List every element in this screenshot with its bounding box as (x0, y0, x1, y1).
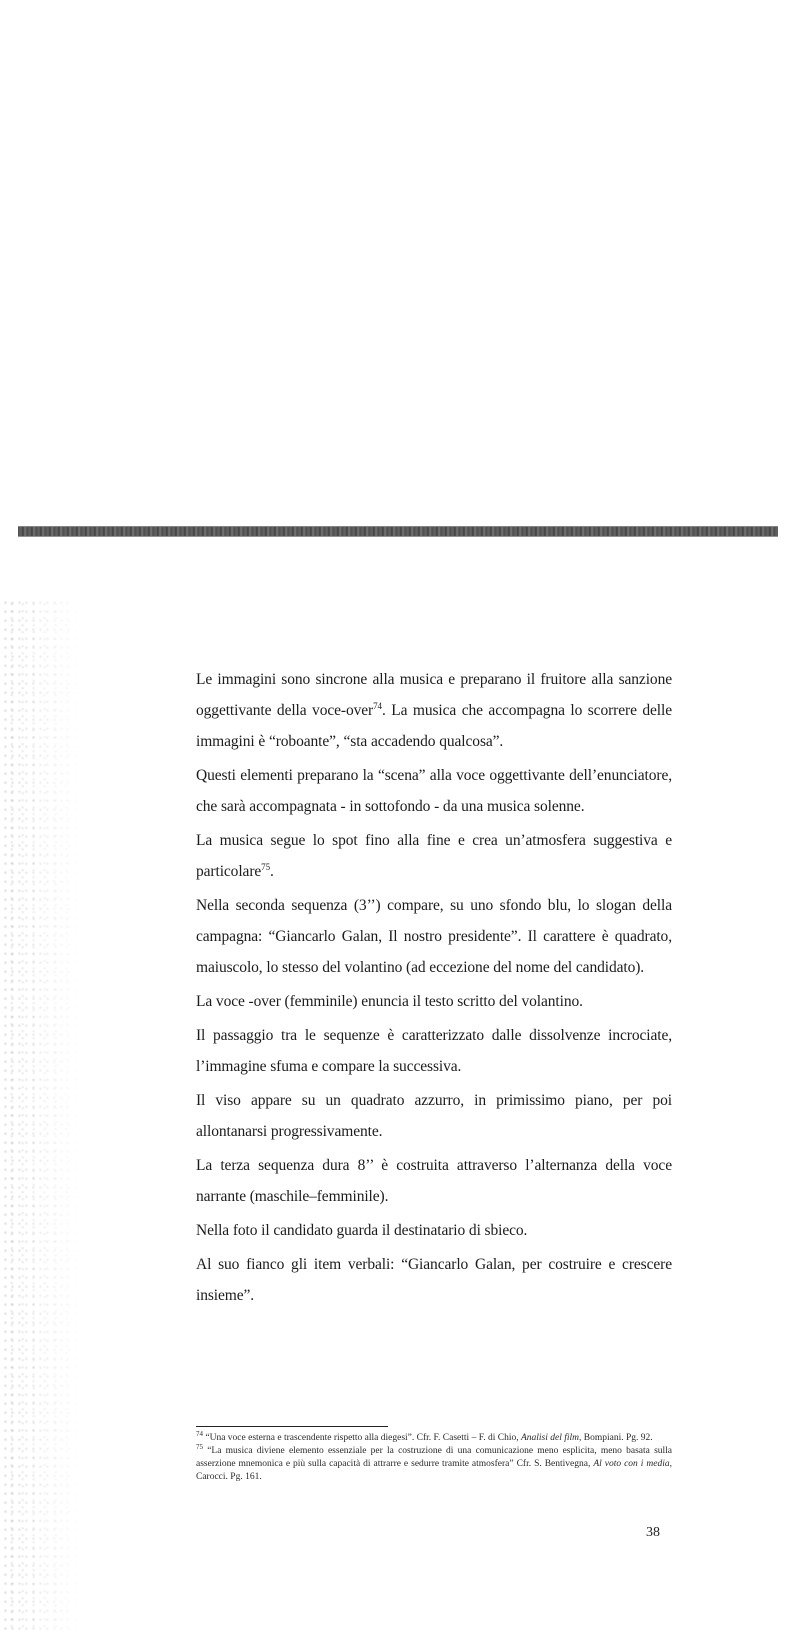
paragraph: Al suo fianco gli item verbali: “Giancarlo Galan, per costruire e crescere insieme”. (196, 1256, 672, 1304)
paragraph: La voce -over (femminile) enuncia il testo scritto del volantino. (196, 993, 583, 1010)
paragraph: Nella seconda sequenza (3’’) compare, su uno sfondo blu, lo slogan della campagna: “Giancarlo Galan, Il nostro presidente”. Il carattere è quadrato, maiuscolo, lo stesso del volantino (ad eccezione del nome del candidato). (196, 897, 672, 976)
footnote-74: $^{74}$ “Una voce esterna e trascendente rispetto alla diegesi”. Cfr. F. Casetti – F. di Chio, Analisi del film, Bompiani. Pg. 92. (196, 1429, 653, 1443)
scan-border-bar (18, 526, 778, 537)
paragraph: Il passaggio tra le sequenze è caratterizzato dalle dissolvenze incrociate, l’immagine sfuma e compare la successiva. (196, 1027, 672, 1075)
paragraph: Questi elementi preparano la “scena” alla voce oggettivante dell’enunciatore, che sarà accompagnata - in sottofondo - da una musica solenne. (196, 767, 672, 815)
paragraph: Il viso appare su un quadrato azzurro, in primissimo piano, per poi allontanarsi progressivamente. (196, 1092, 672, 1140)
footnote-separator (196, 1426, 388, 1427)
page-number: 38 (646, 1525, 660, 1540)
paragraph: Le immagini sono sincrone alla musica e preparano il fruitore alla sanzione oggettivante della voce-over$^{74}$. La musica che accompagna lo scorrere delle immagini è “roboante”, “sta accadendo qualcosa”. (196, 671, 672, 750)
paragraph: La terza sequenza dura 8’’ è costruita attraverso l’alternanza della voce narrante (maschile–femminile). (196, 1157, 672, 1205)
footnote-75: $^{75}$ “La musica diviene elemento essenziale per la costruzione di una comunicazione meno esplicita, meno basata sulla asserzione mnemonica e più sulla capacità di attrarre e sedurre tramite atmosfera” Cfr. S. Bentivegna, Al voto con i media, Carocci. Pg. 161. (196, 1442, 673, 1482)
paragraph: Nella foto il candidato guarda il destinatario di sbieco. (196, 1222, 528, 1239)
scan-noise-edge (4, 600, 84, 1630)
paragraph: La musica segue lo spot fino alla fine e crea un’atmosfera suggestiva e particolare$^{75}$. (196, 832, 672, 880)
body-text (196, 664, 672, 1314)
footnotes (196, 1429, 673, 1484)
